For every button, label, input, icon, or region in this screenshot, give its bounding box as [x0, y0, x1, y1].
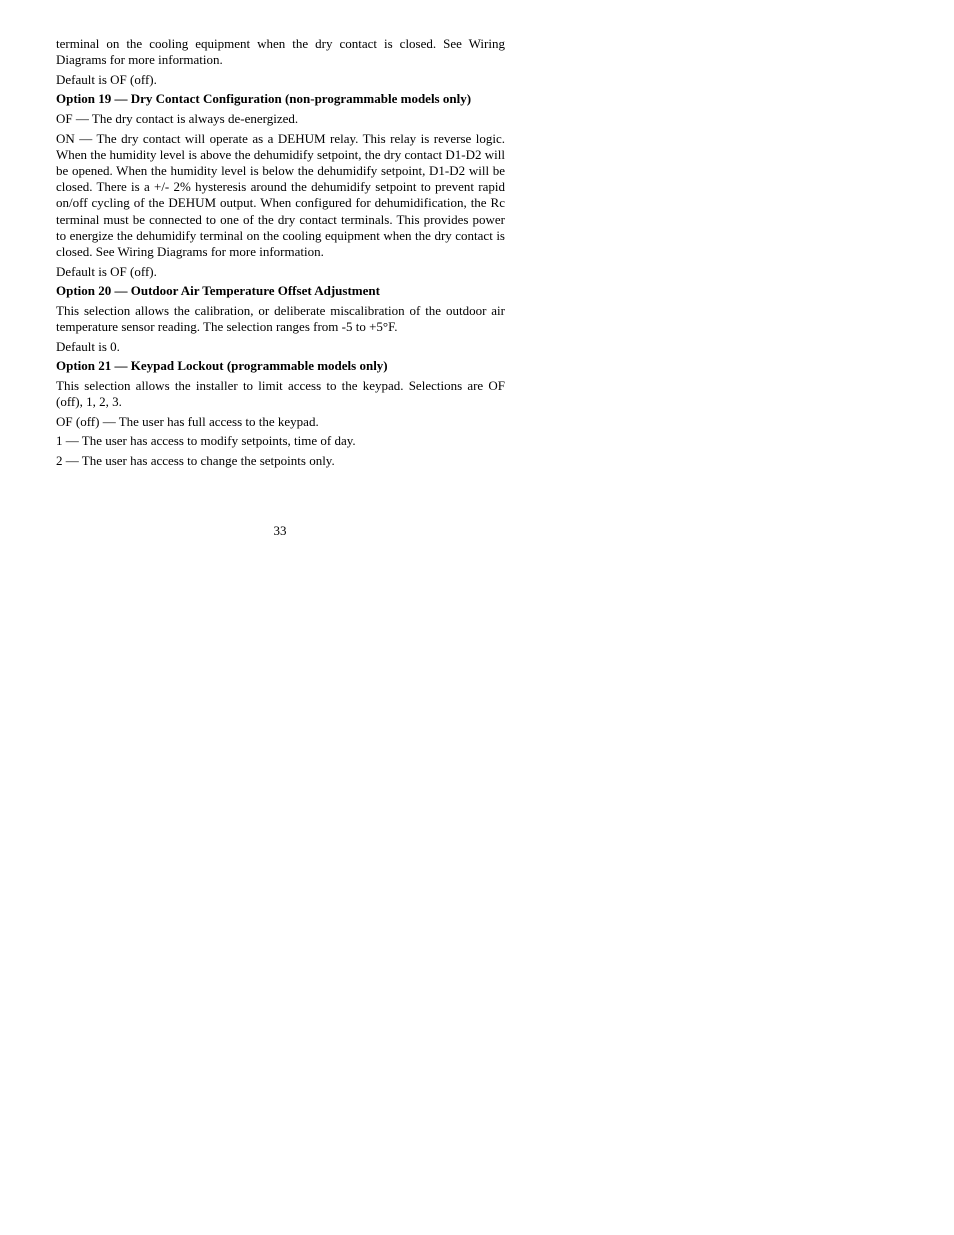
paragraph-option-21-description: This selection allows the installer to limit access to the keypad. Selections are OF (off), 1, 2, 3. — [56, 377, 505, 409]
heading-option-19: Option 19 — Dry Contact Configuration (non-programmable models only) — [56, 91, 472, 107]
paragraph-default-option-18: Default is OF (off). — [56, 71, 157, 87]
heading-option-20: Option 20 — Outdoor Air Temperature Offset Adjustment — [56, 283, 380, 299]
paragraph-option-19-of: OF — The dry contact is always de-energized. — [56, 110, 299, 126]
paragraph-option-19-on: ON — The dry contact will operate as a DEHUM relay. This relay is reverse logic. When the humidity level is above the dehumidify setpoint, the dry contact D1-D2 will be opened. When the humidity level is below the dehumidify setpoint, D1-D2 will be closed. There is a +/- 2% hysteresis around the dehumidify setpoint to prevent rapid on/off cycling of the DEHUM output. When configured for dehumidification, the Rc terminal must be connected to one of the dry contact terminals. This provides power to energize the dehumidify terminal on the cooling equipment when the dry contact is closed. See Wiring Diagrams for more information. — [56, 130, 505, 259]
paragraph-option-20-description: This selection allows the calibration, or deliberate miscalibration of the outdoor air temperature sensor reading. The selection ranges from -5 to +5°F. — [56, 302, 505, 334]
paragraph-wiring-continuation: terminal on the cooling equipment when the dry contact is closed. See Wiring Diagrams for more information. — [56, 36, 505, 68]
page-number: 33 — [273, 523, 287, 538]
document-column — [56, 36, 505, 472]
paragraph-option-21-of: OF (off) — The user has full access to the keypad. — [56, 413, 319, 429]
paragraph-default-option-19: Default is OF (off). — [56, 263, 157, 279]
paragraph-option-21-level-2: 2 — The user has access to change the setpoints only. — [56, 452, 335, 468]
heading-option-21: Option 21 — Keypad Lockout (programmable models only) — [56, 358, 388, 374]
paragraph-option-21-level-1: 1 — The user has access to modify setpoints, time of day. — [56, 433, 356, 449]
paragraph-default-option-20: Default is 0. — [56, 338, 120, 354]
